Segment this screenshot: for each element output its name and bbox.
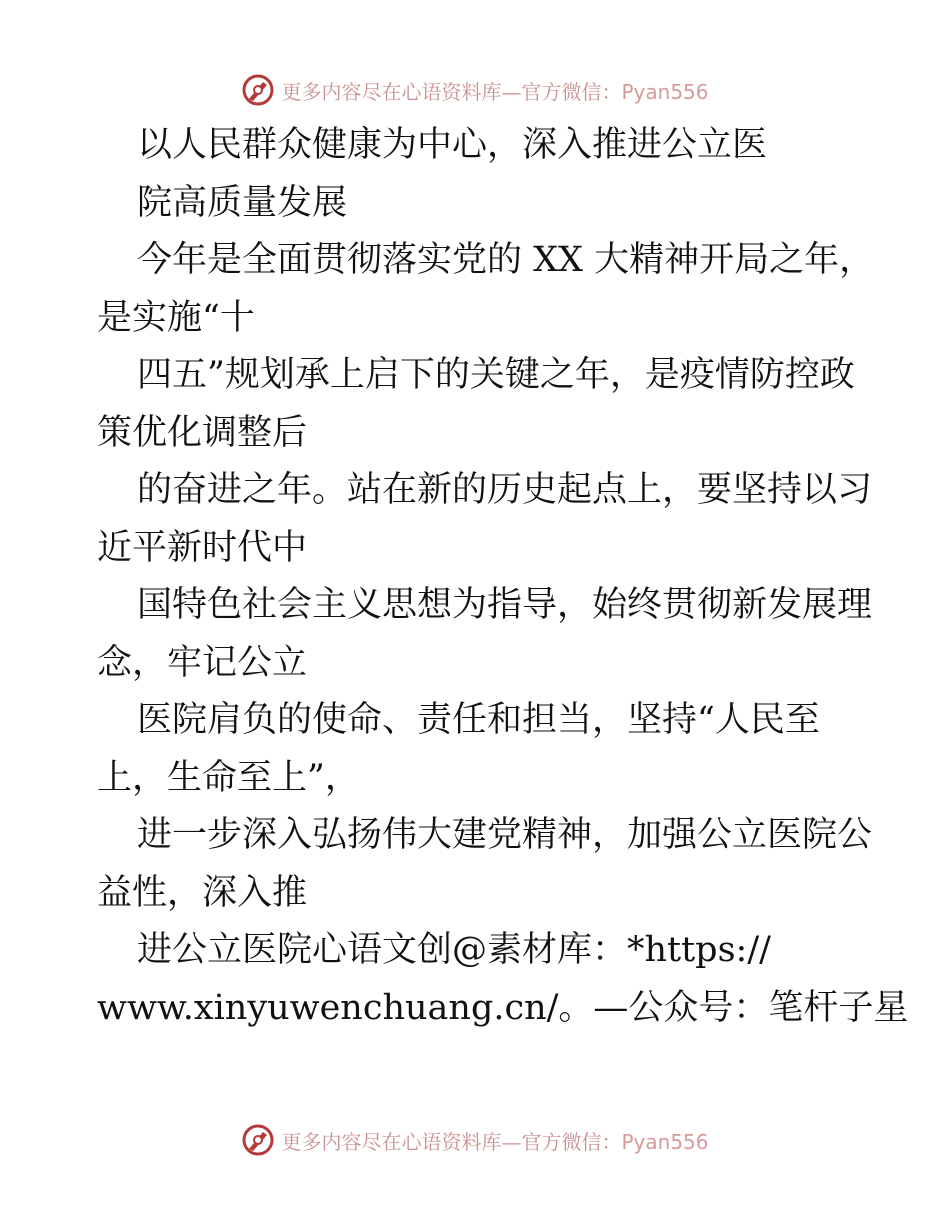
text-line: 上，生命至上”， bbox=[97, 757, 360, 798]
text-line: 国特色社会主义思想为指导，始终贯彻新发展理 bbox=[137, 585, 873, 625]
text-line: 医院肩负的使命、责任和担当，坚持“人民至 bbox=[137, 700, 820, 740]
text-line: 的奋进之年。站在新的历史起点上，要坚持以习 bbox=[137, 470, 873, 510]
text-line: 是实施“十 bbox=[97, 297, 255, 338]
quill-seal-icon bbox=[241, 1123, 275, 1157]
text-line: 四五”规划承上启下的关键之年，是疫情防控政 bbox=[137, 355, 855, 395]
watermark-text: 更多内容尽在心语资料库—官方微信：Pyan556 bbox=[281, 1129, 709, 1154]
text-line: 今年是全面贯彻落实党的 XX 大精神开局之年， bbox=[137, 240, 875, 280]
quill-seal-icon bbox=[241, 73, 275, 107]
text-line: 进一步深入弘扬伟大建党精神，加强公立医院公 bbox=[137, 815, 873, 855]
header-watermark bbox=[0, 70, 950, 110]
text-line: 念，牢记公立 bbox=[97, 642, 308, 683]
text-line: 近平新时代中 bbox=[97, 527, 308, 568]
text-line: 益性，深入推 bbox=[97, 872, 308, 913]
text-line: 进公立医院心语文创@素材库：*https:// bbox=[137, 930, 771, 970]
text-line: www.xinyuwenchuang.cn/。—公众号：笔杆子星 bbox=[97, 987, 909, 1028]
article-body bbox=[97, 117, 909, 1037]
text-line: 策优化调整后 bbox=[97, 412, 308, 453]
watermark-text: 更多内容尽在心语资料库—官方微信：Pyan556 bbox=[281, 79, 709, 104]
footer-watermark bbox=[0, 1120, 950, 1160]
text-line: 院高质量发展 bbox=[137, 182, 348, 223]
text-line: 以人民群众健康为中心，深入推进公立医 bbox=[137, 125, 768, 165]
